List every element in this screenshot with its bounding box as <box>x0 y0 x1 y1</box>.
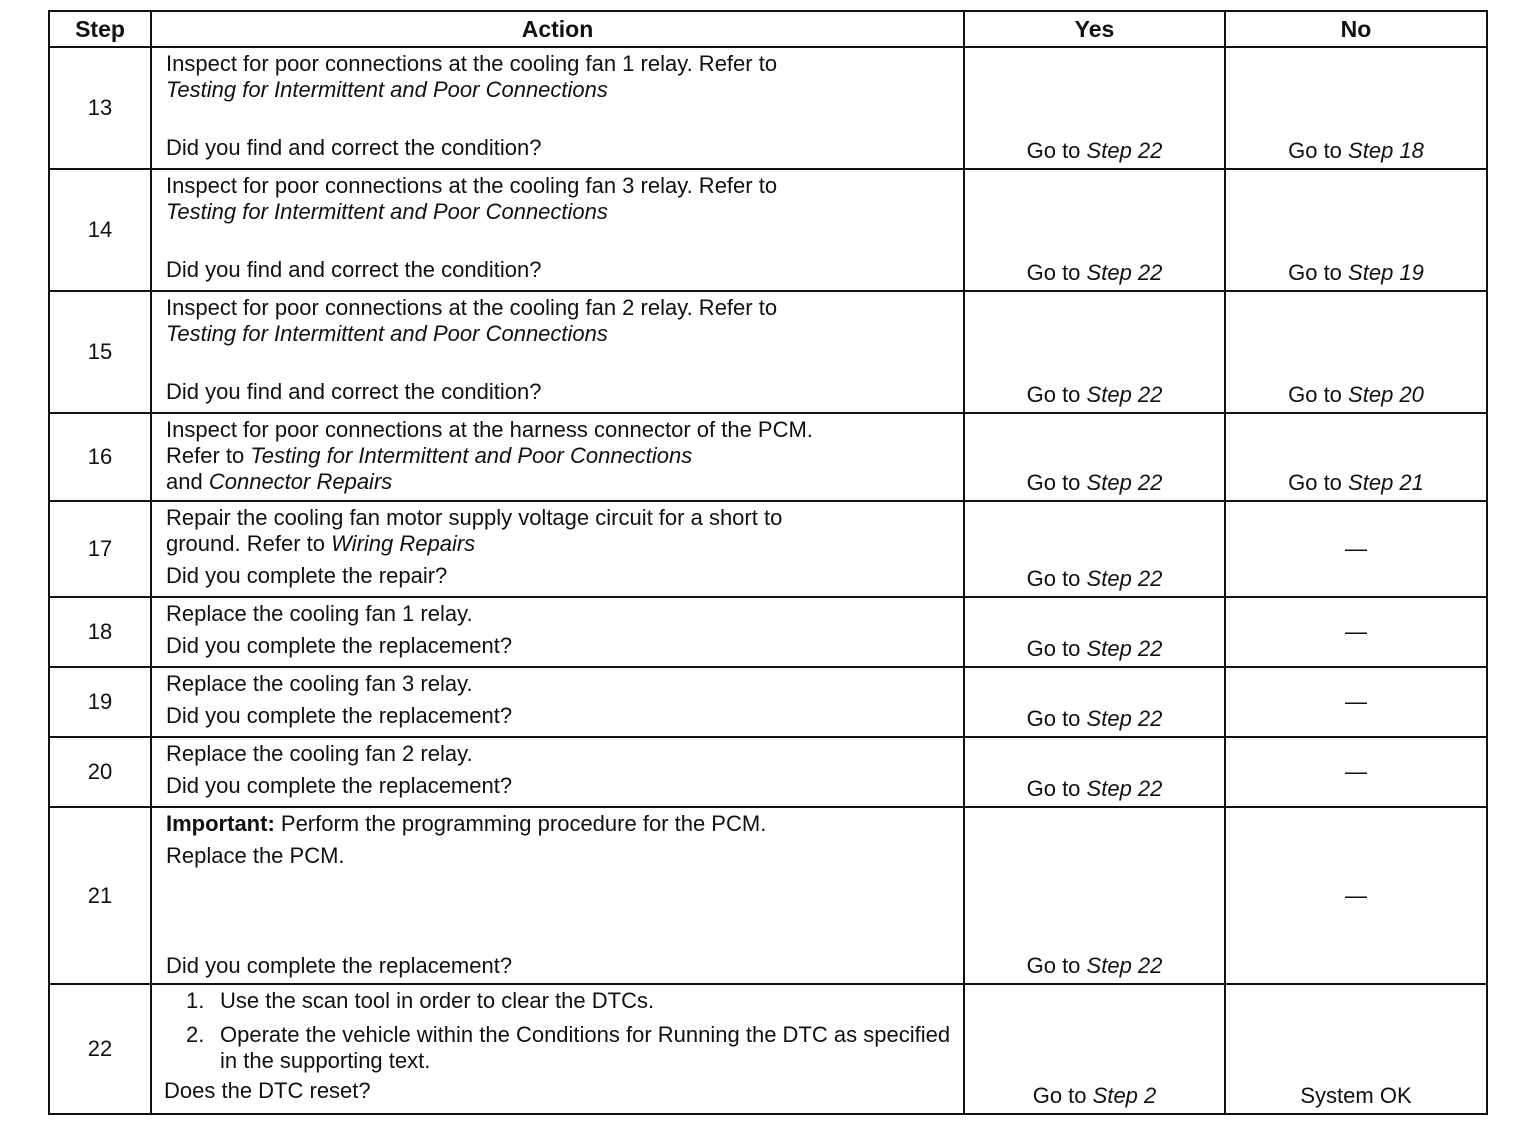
table-row <box>49 169 1487 291</box>
no-cell: — <box>1225 597 1487 667</box>
step-number: 14 <box>49 169 151 291</box>
no-cell: — <box>1225 667 1487 737</box>
action-cell <box>151 501 964 597</box>
action-cell <box>151 597 964 667</box>
no-target: Step 18 <box>1348 138 1424 163</box>
table-row <box>49 737 1487 807</box>
action-cell <box>151 807 964 984</box>
yes-target: Step 22 <box>1086 953 1163 978</box>
go-to-label: Go to <box>1026 636 1081 661</box>
action-cell <box>151 667 964 737</box>
diagnostic-table <box>48 10 1488 1115</box>
yes-cell <box>964 984 1225 1114</box>
action-cell <box>151 47 964 169</box>
question-text: Did you find and correct the condition? <box>166 135 542 160</box>
and-label: and <box>166 469 203 494</box>
question-text: Does the DTC reset? <box>164 1078 371 1103</box>
header-yes: Yes <box>964 11 1225 47</box>
action-cell <box>151 169 964 291</box>
instruction-text: Repair the cooling fan motor supply voltage circuit for a short to <box>166 505 783 530</box>
step-number: 21 <box>49 807 151 984</box>
go-to-label: Go to <box>1026 260 1081 285</box>
important-text: Perform the programming procedure for the PCM. <box>280 811 767 836</box>
yes-target: Step 22 <box>1086 138 1163 163</box>
question-text: Did you complete the repair? <box>166 563 448 588</box>
reference-link: Testing for Intermittent and Poor Connections <box>166 77 608 102</box>
instruction-text: Inspect for poor connections at the cooling fan 3 relay. Refer to <box>166 173 778 198</box>
list-item: 1. Use the scan tool in order to clear the DTCs. <box>186 988 655 1013</box>
no-cell: System OK <box>1225 984 1487 1114</box>
no-cell <box>1225 413 1487 501</box>
reference-link: Testing for Intermittent and Poor Connections <box>166 199 608 224</box>
important-label: Important: <box>166 811 275 836</box>
no-target: Step 19 <box>1348 260 1424 285</box>
instruction-text: Inspect for poor connections at the cooling fan 2 relay. Refer to <box>166 295 778 320</box>
reference-link: Wiring Repairs <box>331 531 476 556</box>
reference-link: Testing for Intermittent and Poor Connections <box>250 443 693 468</box>
question-text: Did you find and correct the condition? <box>166 379 542 404</box>
question-text: Did you complete the replacement? <box>166 703 513 728</box>
table-row <box>49 807 1487 984</box>
action-cell <box>151 291 964 413</box>
header-no: No <box>1225 11 1487 47</box>
action-cell <box>151 737 964 807</box>
yes-cell <box>964 501 1225 597</box>
yes-cell <box>964 291 1225 413</box>
reference-link: Testing for Intermittent and Poor Connections <box>166 321 608 346</box>
instruction-text: Inspect for poor connections at the harness connector of the PCM. <box>166 417 813 442</box>
go-to-label: Go to <box>1026 566 1081 591</box>
table-row <box>49 597 1487 667</box>
step-number: 20 <box>49 737 151 807</box>
header-row <box>49 11 1487 47</box>
go-to-label: Go to <box>1026 470 1081 495</box>
yes-target: Step 22 <box>1086 566 1163 591</box>
yes-target: Step 22 <box>1086 382 1163 407</box>
go-to-label: Go to <box>1032 1083 1087 1108</box>
step-number: 19 <box>49 667 151 737</box>
sub-step-list <box>164 988 955 1074</box>
list-item: 2. Operate the vehicle within the Conditions for Running the DTC as specified in the supporting text. <box>186 1022 951 1073</box>
instruction-text: Replace the cooling fan 2 relay. <box>166 741 473 766</box>
yes-target: Step 22 <box>1086 776 1163 801</box>
step-number: 17 <box>49 501 151 597</box>
step-number: 15 <box>49 291 151 413</box>
no-cell <box>1225 291 1487 413</box>
question-text: Did you complete the replacement? <box>166 633 513 658</box>
table-row <box>49 984 1487 1114</box>
no-cell: — <box>1225 807 1487 984</box>
go-to-label: Go to <box>1026 382 1081 407</box>
go-to-label: Go to <box>1026 776 1081 801</box>
yes-cell <box>964 169 1225 291</box>
yes-cell <box>964 413 1225 501</box>
no-cell: — <box>1225 737 1487 807</box>
yes-cell <box>964 597 1225 667</box>
table-row <box>49 47 1487 169</box>
go-to-label: Go to <box>1288 138 1342 163</box>
table-row <box>49 413 1487 501</box>
question-text: Did you find and correct the condition? <box>166 257 542 282</box>
step-number: 22 <box>49 984 151 1114</box>
table-row <box>49 291 1487 413</box>
yes-target: Step 22 <box>1086 470 1163 495</box>
no-cell: — <box>1225 501 1487 597</box>
instruction-text: Replace the cooling fan 3 relay. <box>166 671 473 696</box>
no-cell <box>1225 47 1487 169</box>
action-cell <box>151 984 964 1114</box>
step-number: 16 <box>49 413 151 501</box>
instruction-text: ground. Refer to <box>166 531 325 556</box>
go-to-label: Go to <box>1288 260 1342 285</box>
yes-target: Step 2 <box>1092 1083 1157 1108</box>
go-to-label: Go to <box>1288 382 1342 407</box>
go-to-label: Go to <box>1288 470 1342 495</box>
header-step: Step <box>49 11 151 47</box>
yes-cell <box>964 47 1225 169</box>
go-to-label: Go to <box>1026 138 1081 163</box>
reference-link-2: Connector Repairs <box>208 469 393 494</box>
yes-cell <box>964 807 1225 984</box>
step-number: 13 <box>49 47 151 169</box>
no-target: Step 20 <box>1348 382 1424 407</box>
table-row <box>49 501 1487 597</box>
question-text: Did you complete the replacement? <box>166 953 513 978</box>
header-action: Action <box>151 11 964 47</box>
yes-target: Step 22 <box>1086 706 1163 731</box>
refer-to-label: Refer to <box>166 443 245 468</box>
question-text: Did you complete the replacement? <box>166 773 513 798</box>
instruction-text: Replace the PCM. <box>166 843 345 868</box>
go-to-label: Go to <box>1026 953 1081 978</box>
yes-cell <box>964 737 1225 807</box>
instruction-text: Replace the cooling fan 1 relay. <box>166 601 473 626</box>
no-cell <box>1225 169 1487 291</box>
no-target: Step 21 <box>1348 470 1424 495</box>
go-to-label: Go to <box>1026 706 1081 731</box>
instruction-text: Inspect for poor connections at the cooling fan 1 relay. Refer to <box>166 51 778 76</box>
action-cell <box>151 413 964 501</box>
yes-target: Step 22 <box>1086 636 1163 661</box>
table-row <box>49 667 1487 737</box>
step-number: 18 <box>49 597 151 667</box>
yes-target: Step 22 <box>1086 260 1163 285</box>
yes-cell <box>964 667 1225 737</box>
